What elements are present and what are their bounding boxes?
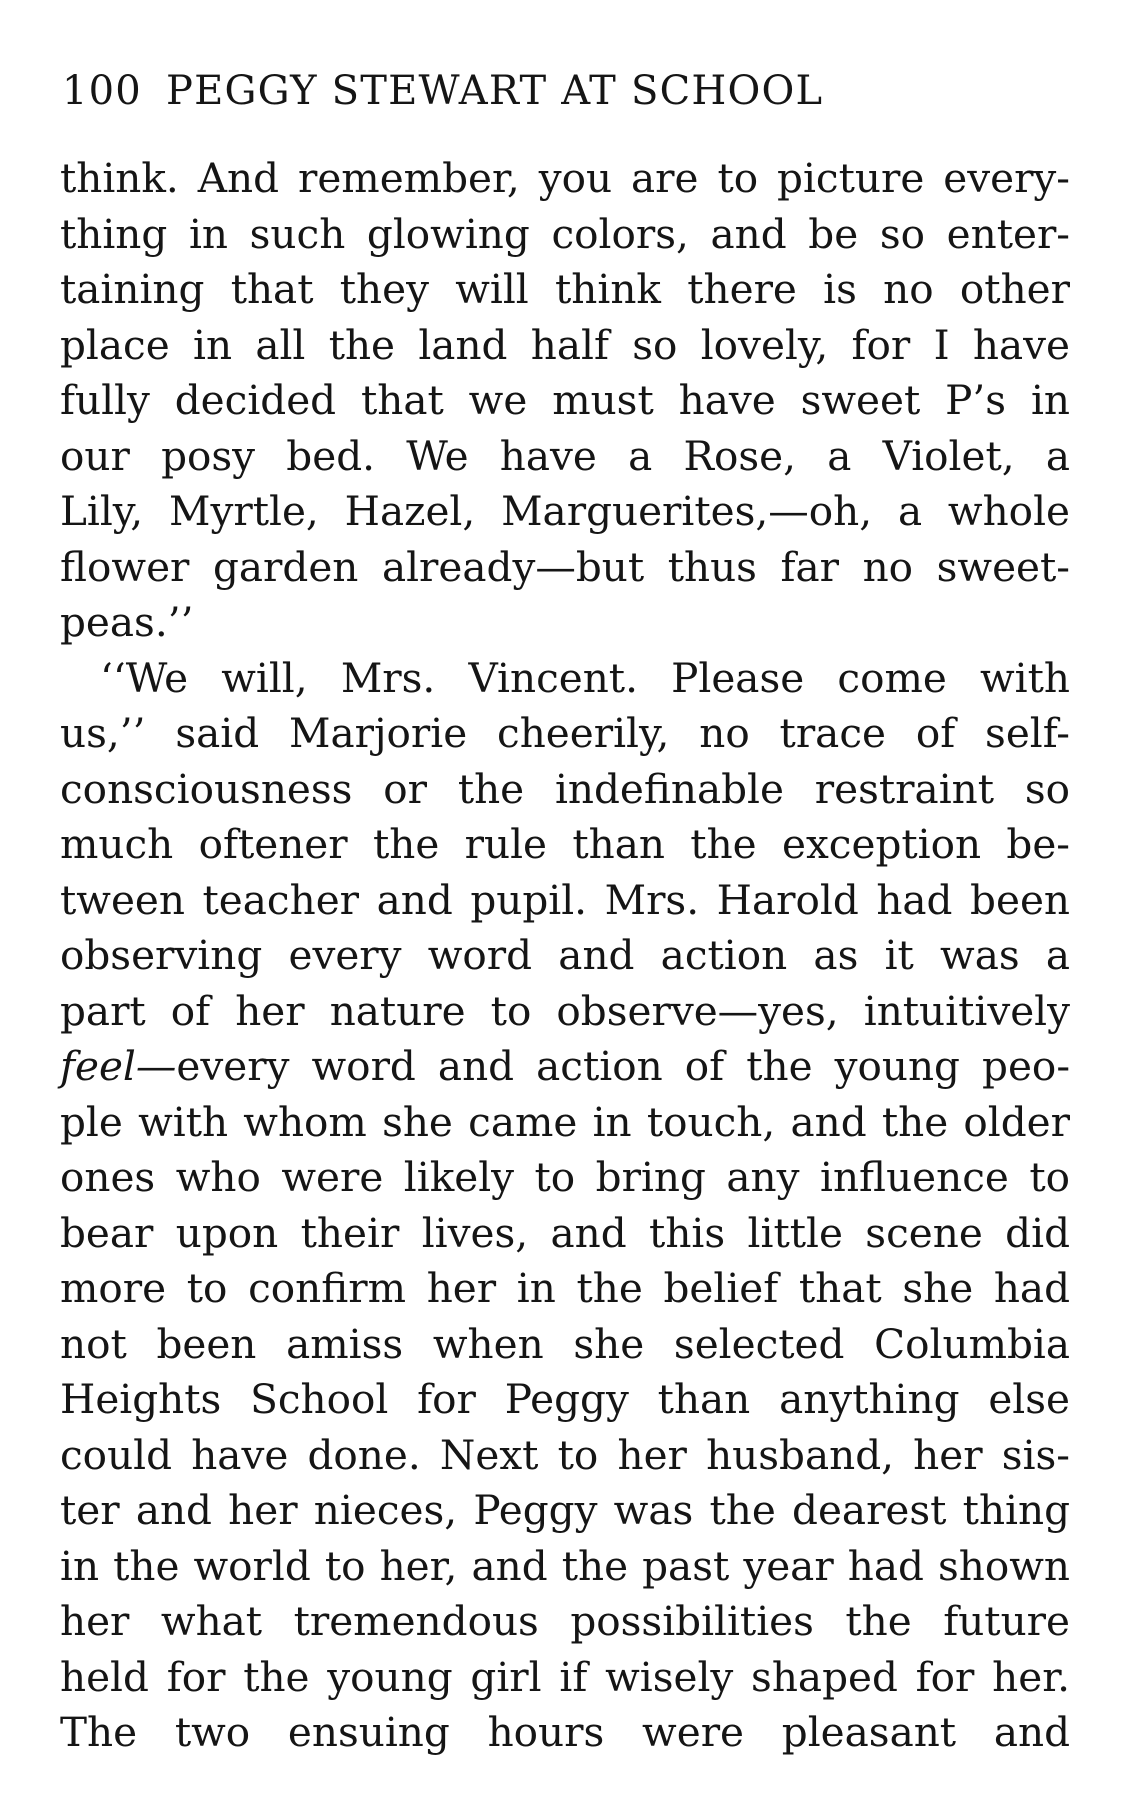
- body-text: [60, 151, 1070, 1761]
- text-line: think. And remember, you are to picture every-: [60, 154, 1070, 202]
- text-line: could have done. Next to her husband, her sis-: [60, 1430, 1070, 1479]
- text-line: taining that they will think there is no other: [60, 265, 1070, 313]
- text-line: part of her nature to observe—yes, intuitively: [60, 986, 1070, 1035]
- text-line: ones who were likely to bring any influence to: [60, 1153, 1070, 1201]
- text-line: thing in such glowing colors, and be so enter-: [60, 209, 1070, 258]
- text-line: tween teacher and pupil. Mrs. Harold had been: [60, 875, 1070, 924]
- text-line: every word and action of the young peo-: [176, 1042, 1070, 1090]
- text-line: consciousness or the indefinable restraint so: [60, 764, 1070, 813]
- text-line: ‘‘We will, Mrs. Vincent. Please come with: [100, 653, 1070, 702]
- text-line: much oftener the rule than the exception be-: [60, 820, 1070, 868]
- text-line: more to confirm her in the belief that she had: [60, 1264, 1070, 1312]
- text-line: place in all the land half so lovely, for I have: [60, 320, 1070, 369]
- text-line: ter and her nieces, Peggy was the dearest thing: [60, 1486, 1070, 1534]
- text-line: us,’’ said Marjorie cheerily, no trace of self-: [60, 709, 1070, 757]
- page-number: 100: [62, 68, 142, 114]
- paragraph-end-line: peas.’’: [60, 598, 194, 646]
- text-line: Lily, Myrtle, Hazel, Marguerites,—oh, a whole: [60, 487, 1070, 535]
- italic-word: feel—: [60, 1042, 177, 1090]
- running-head: [62, 56, 823, 126]
- text-line: held for the young girl if wisely shaped for her.: [60, 1652, 1070, 1701]
- text-line: Heights School for Peggy than anything else: [60, 1375, 1070, 1423]
- text-line: her what tremendous possibilities the future: [60, 1597, 1070, 1645]
- text-line-with-italic: [60, 1039, 1070, 1095]
- text-line: fully decided that we must have sweet P’s in: [60, 376, 1070, 424]
- text-line: ple with whom she came in touch, and the older: [60, 1097, 1070, 1146]
- text-line: in the world to her, and the past year had shown: [60, 1541, 1070, 1590]
- text-line: our posy bed. We have a Rose, a Violet, a: [60, 431, 1070, 480]
- text-line: bear upon their lives, and this little scene did: [60, 1208, 1070, 1257]
- text-line: observing every word and action as it was a: [60, 931, 1070, 979]
- text-line: The two ensuing hours were pleasant and: [60, 1708, 1070, 1756]
- text-line: not been amiss when she selected Columbia: [60, 1319, 1070, 1368]
- book-title: PEGGY STEWART AT SCHOOL: [165, 68, 824, 114]
- text-line: flower garden already—but thus far no sweet-: [60, 542, 1070, 591]
- paragraph-start-line: [60, 651, 1070, 707]
